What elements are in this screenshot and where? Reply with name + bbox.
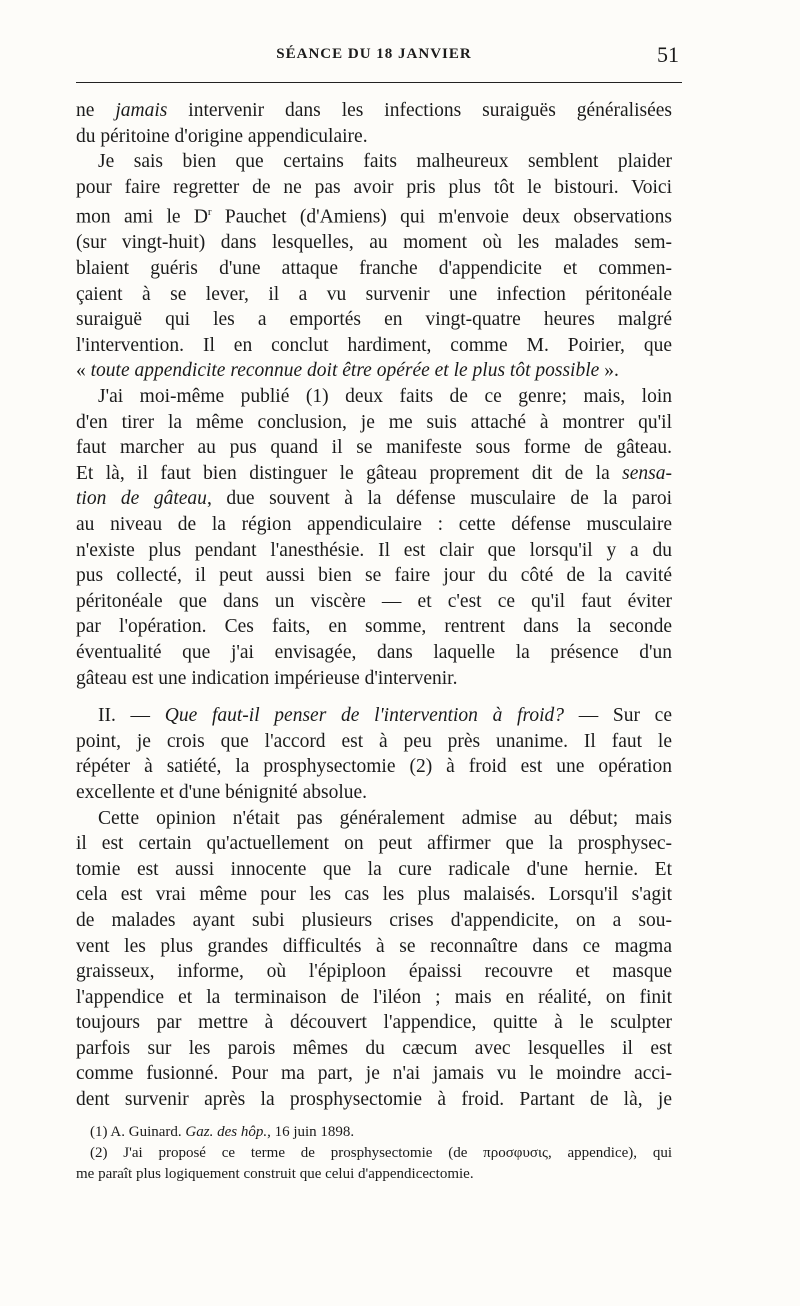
text-line: Cette opinion n'était pas généralement admise au début; mais [98, 807, 672, 829]
footnote-line: me paraît plus logiquement construit que celui d'appendicectomie. [76, 1166, 474, 1182]
body-text [76, 98, 672, 1113]
paragraph [76, 149, 672, 384]
text-line: de malades ayant subi plusieurs crises d'appendicite, on a sou- [76, 909, 672, 931]
text-line: dent survenir après la prosphysectomie à froid. Partant de là, je [76, 1089, 672, 1111]
text-line: péritonéale que dans un viscère — et c'est ce qu'il faut éviter [76, 590, 672, 612]
text-line: excellente et d'une bénignité absolue. [76, 781, 368, 803]
text-line: du péritoine d'origine appendiculaire. [76, 125, 368, 147]
text-line: au niveau de la région appendiculaire : cette défense musculaire [76, 514, 672, 535]
paragraph [76, 98, 672, 149]
text-line: par l'opération. Ces faits, en somme, rentrent dans la seconde [76, 616, 672, 638]
text-line: Et là, il faut bien distinguer le gâteau proprement dit de la sensa- [76, 462, 672, 484]
text-line: ne jamais intervenir dans les infections suraiguës généralisées [76, 100, 673, 121]
text-line: tomie est aussi innocente que la cure radicale d'une hernie. Et [76, 858, 672, 880]
text-line: d'en tirer la même conclusion, je me suis attaché à montrer qu'il [76, 411, 672, 433]
text-line: mon ami le $D^r$ Pauchet (d'Amiens) qui m'envoie deux observations [76, 206, 672, 228]
footnote-line: (2) J'ai proposé ce terme de prosphysectomie (de προσφυσις, appendice), qui [90, 1145, 672, 1161]
text-line: répéter à satiété, la prosphysectomie (2) à froid est une opération [76, 756, 672, 778]
text-line: (sur vingt-huit) dans lesquelles, au moment où les malades sem- [76, 232, 672, 254]
paragraph [76, 703, 672, 805]
text-line: toujours par mettre à découvert l'appendice, quitte à le sculpter [76, 1012, 672, 1034]
text-line: n'existe plus pendant l'anesthésie. Il est clair que lorsqu'il y a du [76, 539, 672, 561]
paragraph [76, 384, 672, 691]
text-line: Je sais bien que certains faits malheureux semblent plaider [98, 151, 672, 173]
text-line: II. — Que faut-il penser de l'intervention à froid? — Sur ce [98, 705, 672, 727]
text-line: vent les plus grandes difficultés à se reconnaître dans ce magma [76, 935, 672, 957]
text-line: cela est vrai même pour les cas les plus malaisés. Lorsqu'il s'agit [76, 884, 672, 906]
running-title: SÉANCE DU 18 JANVIER [276, 46, 472, 62]
text-line: graisseux, informe, où l'épiploon épaissi recouvre et masque [76, 961, 672, 983]
running-head [77, 42, 679, 74]
text-line: blaient guéris d'une attaque franche d'appendicite et commen- [76, 258, 672, 280]
text-line: éventualité que j'ai envisagée, dans laquelle la présence d'un [76, 641, 672, 663]
text-line: gâteau est une indication impérieuse d'intervenir. [76, 667, 458, 689]
text-line: l'intervention. Il en conclut hardiment, comme M. Poirier, que [76, 334, 672, 356]
text-line: tion de gâteau, due souvent à la défense musculaire de la paroi [76, 488, 672, 510]
text-line: point, je crois que l'accord est à peu près unanime. Il faut le [76, 730, 672, 752]
paragraph [76, 806, 672, 1113]
text-line: il est certain qu'actuellement on peut affirmer que la prosphysec- [76, 833, 672, 855]
header-rule [76, 82, 682, 83]
text-line: pus collecté, il peut aussi bien se faire jour du côté de la cavité [76, 565, 672, 587]
text-line: J'ai moi-même publié (1) deux faits de ce genre; mais, loin [98, 386, 672, 408]
text-line: « toute appendicite reconnue doit être opérée et le plus tôt possible ». [76, 360, 619, 382]
section-gap [76, 691, 672, 703]
text-line: comme fusionné. Pour ma part, je n'ai jamais vu le moindre acci- [76, 1063, 672, 1085]
text-line: faut marcher au pus quand il se manifeste sous forme de gâteau. [76, 437, 672, 459]
footnotes [76, 1122, 672, 1185]
text-line: l'appendice et la terminaison de l'iléon ; mais en réalité, on finit [76, 986, 672, 1008]
page-number: 51 [657, 42, 679, 67]
text-line: parfois sur les parois mêmes du cæcum avec lesquelles il est [76, 1037, 672, 1059]
footnote-line: (1) A. Guinard. Gaz. des hôp., 16 juin 1898. [90, 1124, 355, 1140]
text-line: pour faire regretter de ne pas avoir pris plus tôt le bistouri. Voici [76, 176, 672, 198]
text-line: suraiguë qui les a emportés en vingt-quatre heures malgré [76, 309, 672, 331]
text-line: çaient à se lever, il a vu survenir une infection péritonéale [76, 283, 672, 305]
